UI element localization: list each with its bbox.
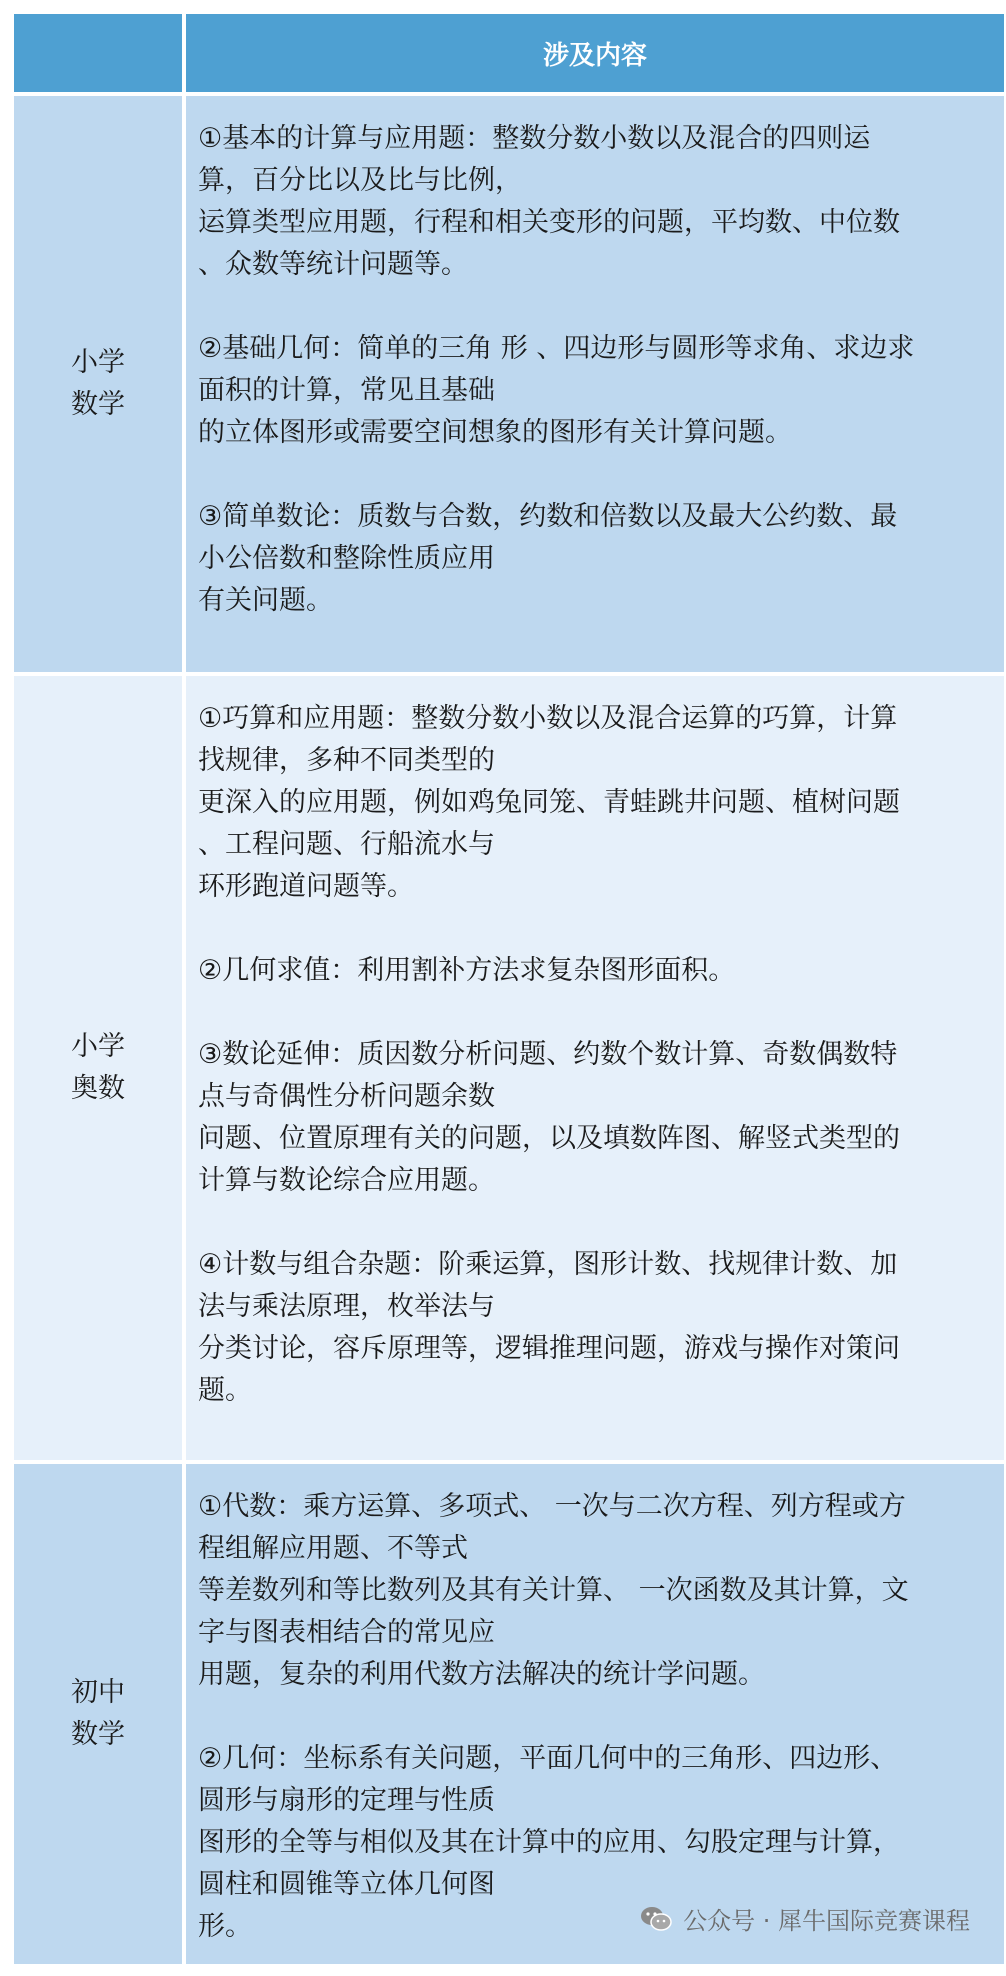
paragraph: ①基本的计算与应用题：整数分数小数以及混合的四则运 算，百分比以及比与比例， 运算类型应用题，行程和相关变形的问题，平均数、中位数 、众数等统计问题等。 bbox=[198, 123, 900, 280]
watermark-text: 公众号 · 犀牛国际竞赛课程 bbox=[683, 1907, 970, 1935]
paragraph: ②几何：坐标系有关问题，平面几何中的三角形、四边形、 圆形与扇形的定理与性质 图形的全等与相似及其在计算中的应用、勾股定理与计算， 圆柱和圆锥等立体几何图 形。 bbox=[198, 1743, 900, 1942]
subject-label: 小学 奥数 bbox=[71, 1031, 125, 1104]
watermark bbox=[639, 1901, 970, 1936]
header-title: 涉及内容 bbox=[542, 40, 647, 71]
paragraph: ③数论延伸：质因数分析问题、约数个数计算、奇数偶数特 点与奇偶性分析问题余数 问题、位置原理有关的问题，以及填数阵图、解竖式类型的 计算与数论综合应用题。 bbox=[198, 1039, 900, 1196]
content-text bbox=[198, 698, 992, 1412]
paragraph: ①巧算和应用题：整数分数小数以及混合运算的巧算，计算 找规律，多种不同类型的 更深入的应用题，例如鸡兔同笼、青蛙跳井问题、植树问题 、工程问题、行船流水与 环形跑道问题等。 bbox=[198, 703, 900, 902]
paragraph: ④计数与组合杂题：阶乘运算，图形计数、找规律计数、加 法与乘法原理，枚举法与 分类讨论，容斥原理等，逻辑推理问题，游戏与操作对策问 题。 bbox=[198, 1249, 900, 1406]
header-content-cell bbox=[186, 14, 1004, 92]
content-table bbox=[14, 14, 1004, 1964]
paragraph: ②基础几何：简单的三角 形 、四边形与圆形等求角、求边求 面积的计算，常见且基础 的立体图形或需要空间想象的图形有关计算问题。 bbox=[198, 333, 915, 448]
table-row-junior-math bbox=[14, 1464, 1004, 1964]
paragraph: ①代数：乘方运算、多项式、 一次与二次方程、列方程或方 程组解应用题、不等式 等差数列和等比数列及其有关计算、 一次函数及其计算，文 字与图表相结合的常见应 用题，复杂的利用代数方法解决的统计学问题。 bbox=[198, 1491, 909, 1690]
paragraph: ②几何求值：利用割补方法求复杂图形面积。 bbox=[198, 955, 736, 986]
content-cell bbox=[186, 1464, 1004, 1964]
table-row-primary-math bbox=[14, 96, 1004, 672]
subject-cell bbox=[14, 676, 182, 1460]
subject-label: 初中 数学 bbox=[71, 1677, 125, 1750]
subject-label: 小学 数学 bbox=[71, 347, 125, 420]
content-text bbox=[198, 118, 992, 622]
table-row-primary-olympiad bbox=[14, 676, 1004, 1460]
content-cell bbox=[186, 96, 1004, 672]
wechat-icon bbox=[639, 1902, 673, 1936]
header-empty-cell bbox=[14, 14, 182, 92]
content-cell bbox=[186, 676, 1004, 1460]
subject-cell bbox=[14, 1464, 182, 1964]
subject-cell bbox=[14, 96, 182, 672]
content-text bbox=[198, 1486, 992, 1948]
table-header bbox=[14, 14, 1004, 92]
paragraph: ③简单数论：质数与合数，约数和倍数以及最大公约数、最 小公倍数和整除性质应用 有关问题。 bbox=[198, 501, 898, 616]
